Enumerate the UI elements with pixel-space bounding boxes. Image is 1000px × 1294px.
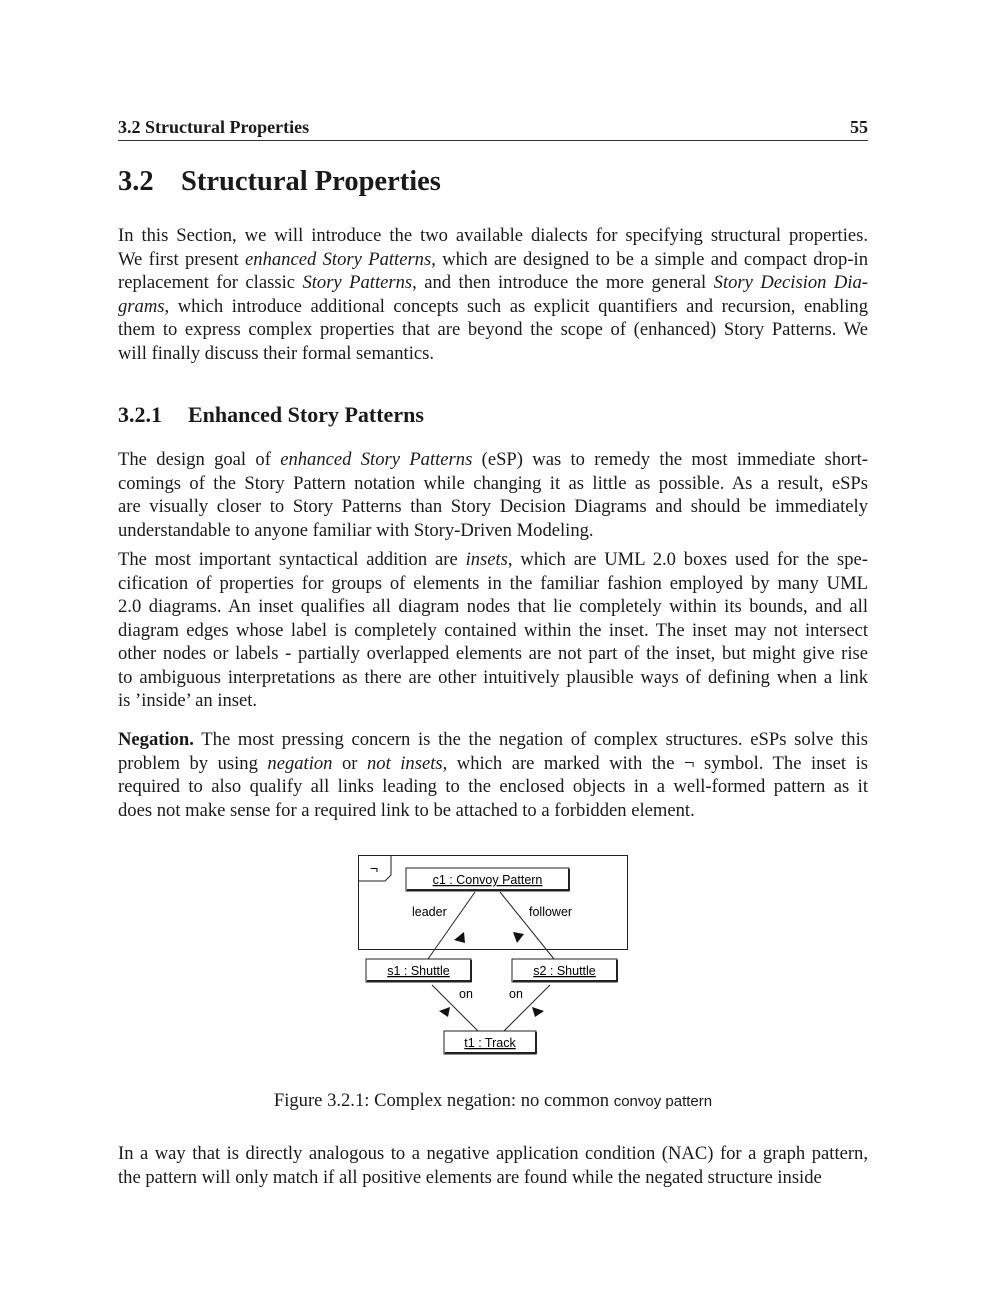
text-line (118, 271, 868, 295)
text-line (118, 1142, 868, 1166)
text-line (118, 342, 868, 366)
subsection-heading (118, 402, 424, 428)
subsection-title: Enhanced Story Patterns (188, 402, 424, 427)
caption-code: convoy pattern (613, 1093, 713, 1110)
text-run: required to also qualify all links leading to the enclosed objects in a well-formed pattern as it (118, 776, 868, 797)
text-run: In a way that is directly analogous to a negative application condition (NAC) for a graph pattern, (118, 1143, 868, 1164)
edge-label-on-right: on (509, 987, 523, 1001)
text-line (118, 689, 868, 713)
text-line (118, 295, 868, 319)
leader-arrow-icon (454, 932, 465, 943)
text-line (118, 666, 868, 690)
insets-paragraph (118, 548, 868, 713)
text-run: problem by using (118, 752, 268, 774)
intro-paragraph (118, 224, 868, 365)
text-line (118, 224, 868, 248)
text-run: Negation. (118, 729, 194, 750)
text-line (118, 572, 868, 596)
figure-caption (118, 1090, 868, 1112)
node-c1-label: c1 : Convoy Pattern (432, 873, 543, 887)
text-line (118, 519, 868, 543)
text-run: replacement for classic (118, 272, 303, 293)
section-number: 3.2 (118, 166, 154, 197)
edge-label-leader: leader (412, 905, 447, 919)
text-line (118, 619, 868, 643)
text-run: cification of properties for groups of elements in the familiar fashion employed by many UML (118, 572, 868, 594)
on-right-arrow-icon (532, 1007, 544, 1017)
edge-follower (500, 892, 554, 959)
design-goal-paragraph (118, 448, 868, 542)
page-number: 55 (850, 117, 868, 137)
text-line (118, 752, 868, 776)
text-run: does not make sense for a required link to be attached to a forbidden element. (118, 799, 695, 821)
running-header (118, 116, 868, 141)
text-line (118, 1166, 868, 1190)
text-line (118, 595, 868, 619)
text-run: will finally discuss their formal semantics. (118, 342, 435, 364)
negation-paragraph (118, 728, 868, 822)
text-run: , which are marked with the ¬ symbol. The inset is (442, 752, 869, 774)
text-run: The most important syntactical addition are (118, 549, 466, 570)
text-run: Story Decision Dia- (713, 272, 868, 293)
text-run: diagram edges whose label is completely contained within the inset. The inset may not intersect (118, 619, 868, 641)
text-line (118, 472, 868, 496)
negation-symbol: ¬ (370, 860, 379, 876)
subsection-number: 3.2.1 (118, 402, 162, 427)
text-run: , which are UML 2.0 boxes used for the spe- (507, 549, 868, 570)
text-run: other nodes or labels - partially overlapped elements are not part of the inset, but might give rise (118, 643, 868, 664)
text-run: negation (267, 752, 333, 774)
text-line (118, 775, 868, 799)
node-s1-label: s1 : Shuttle (387, 964, 450, 978)
text-run: 2.0 diagrams. An inset qualifies all diagram nodes that lie completely within its bounds, and all (118, 596, 868, 617)
edge-leader (428, 892, 475, 959)
text-line (118, 799, 868, 823)
node-t1-label: t1 : Track (464, 1036, 516, 1050)
text-line (118, 548, 868, 572)
text-run: (eSP) was to remedy the most immediate short- (472, 449, 868, 470)
edge-label-on-left: on (459, 987, 473, 1001)
text-line (118, 448, 868, 472)
follower-arrow-icon (513, 932, 524, 943)
section-heading (118, 166, 441, 198)
text-run: The most pressing concern is the the negation of complex structures. eSPs solve this (193, 729, 868, 750)
text-run: , which are designed to be a simple and compact drop-in (431, 248, 869, 270)
text-line (118, 728, 868, 752)
uml-diagram (358, 855, 628, 1055)
edge-label-follower: follower (529, 905, 573, 919)
node-s2-label: s2 : Shuttle (533, 964, 596, 978)
text-line (118, 642, 868, 666)
text-run: , which introduce additional concepts such as explicit quantifiers and recursion, enabling (164, 295, 868, 317)
text-run: enhanced Story Patterns (280, 449, 473, 470)
nac-paragraph (118, 1142, 868, 1189)
text-run: enhanced Story Patterns (245, 248, 432, 270)
text-run: comings of the Story Pattern notation while changing it as little as possible. As a result, eSPs (118, 472, 868, 494)
text-run: to ambiguous interpretations as there are other intuitively plausible ways of defining when a link (118, 666, 868, 688)
section-title: Structural Properties (181, 166, 441, 197)
text-run: or (332, 752, 367, 774)
caption-text: Figure 3.2.1: Complex negation: no common (273, 1090, 614, 1111)
figure-diagram (358, 855, 628, 1055)
text-run: Story Patterns (302, 272, 413, 293)
text-run: The design goal of (118, 449, 281, 470)
text-run: , and then introduce the more general (412, 272, 714, 293)
text-run: understandable to anyone familiar with Story-Driven Modeling. (118, 519, 594, 541)
on-left-arrow-icon (439, 1007, 450, 1017)
text-run: are visually closer to Story Patterns than Story Decision Diagrams and should be immediately (118, 496, 868, 517)
running-header-title: 3.2 Structural Properties (118, 117, 310, 137)
text-run: insets (465, 549, 508, 570)
text-run: them to express complex properties that are beyond the scope of (enhanced) Story Patterns. We (118, 319, 868, 340)
text-run: is ’inside’ an inset. (118, 690, 258, 711)
text-line (118, 248, 868, 272)
text-run: the pattern will only match if all positive elements are found while the negated structure inside (118, 1166, 822, 1188)
text-run: grams (118, 295, 165, 317)
text-run: In this Section, we will introduce the two available dialects for specifying structural properties. (118, 225, 868, 246)
text-run: We first present (118, 248, 246, 270)
text-run: not insets (366, 752, 443, 774)
text-line (118, 495, 868, 519)
text-line (118, 318, 868, 342)
